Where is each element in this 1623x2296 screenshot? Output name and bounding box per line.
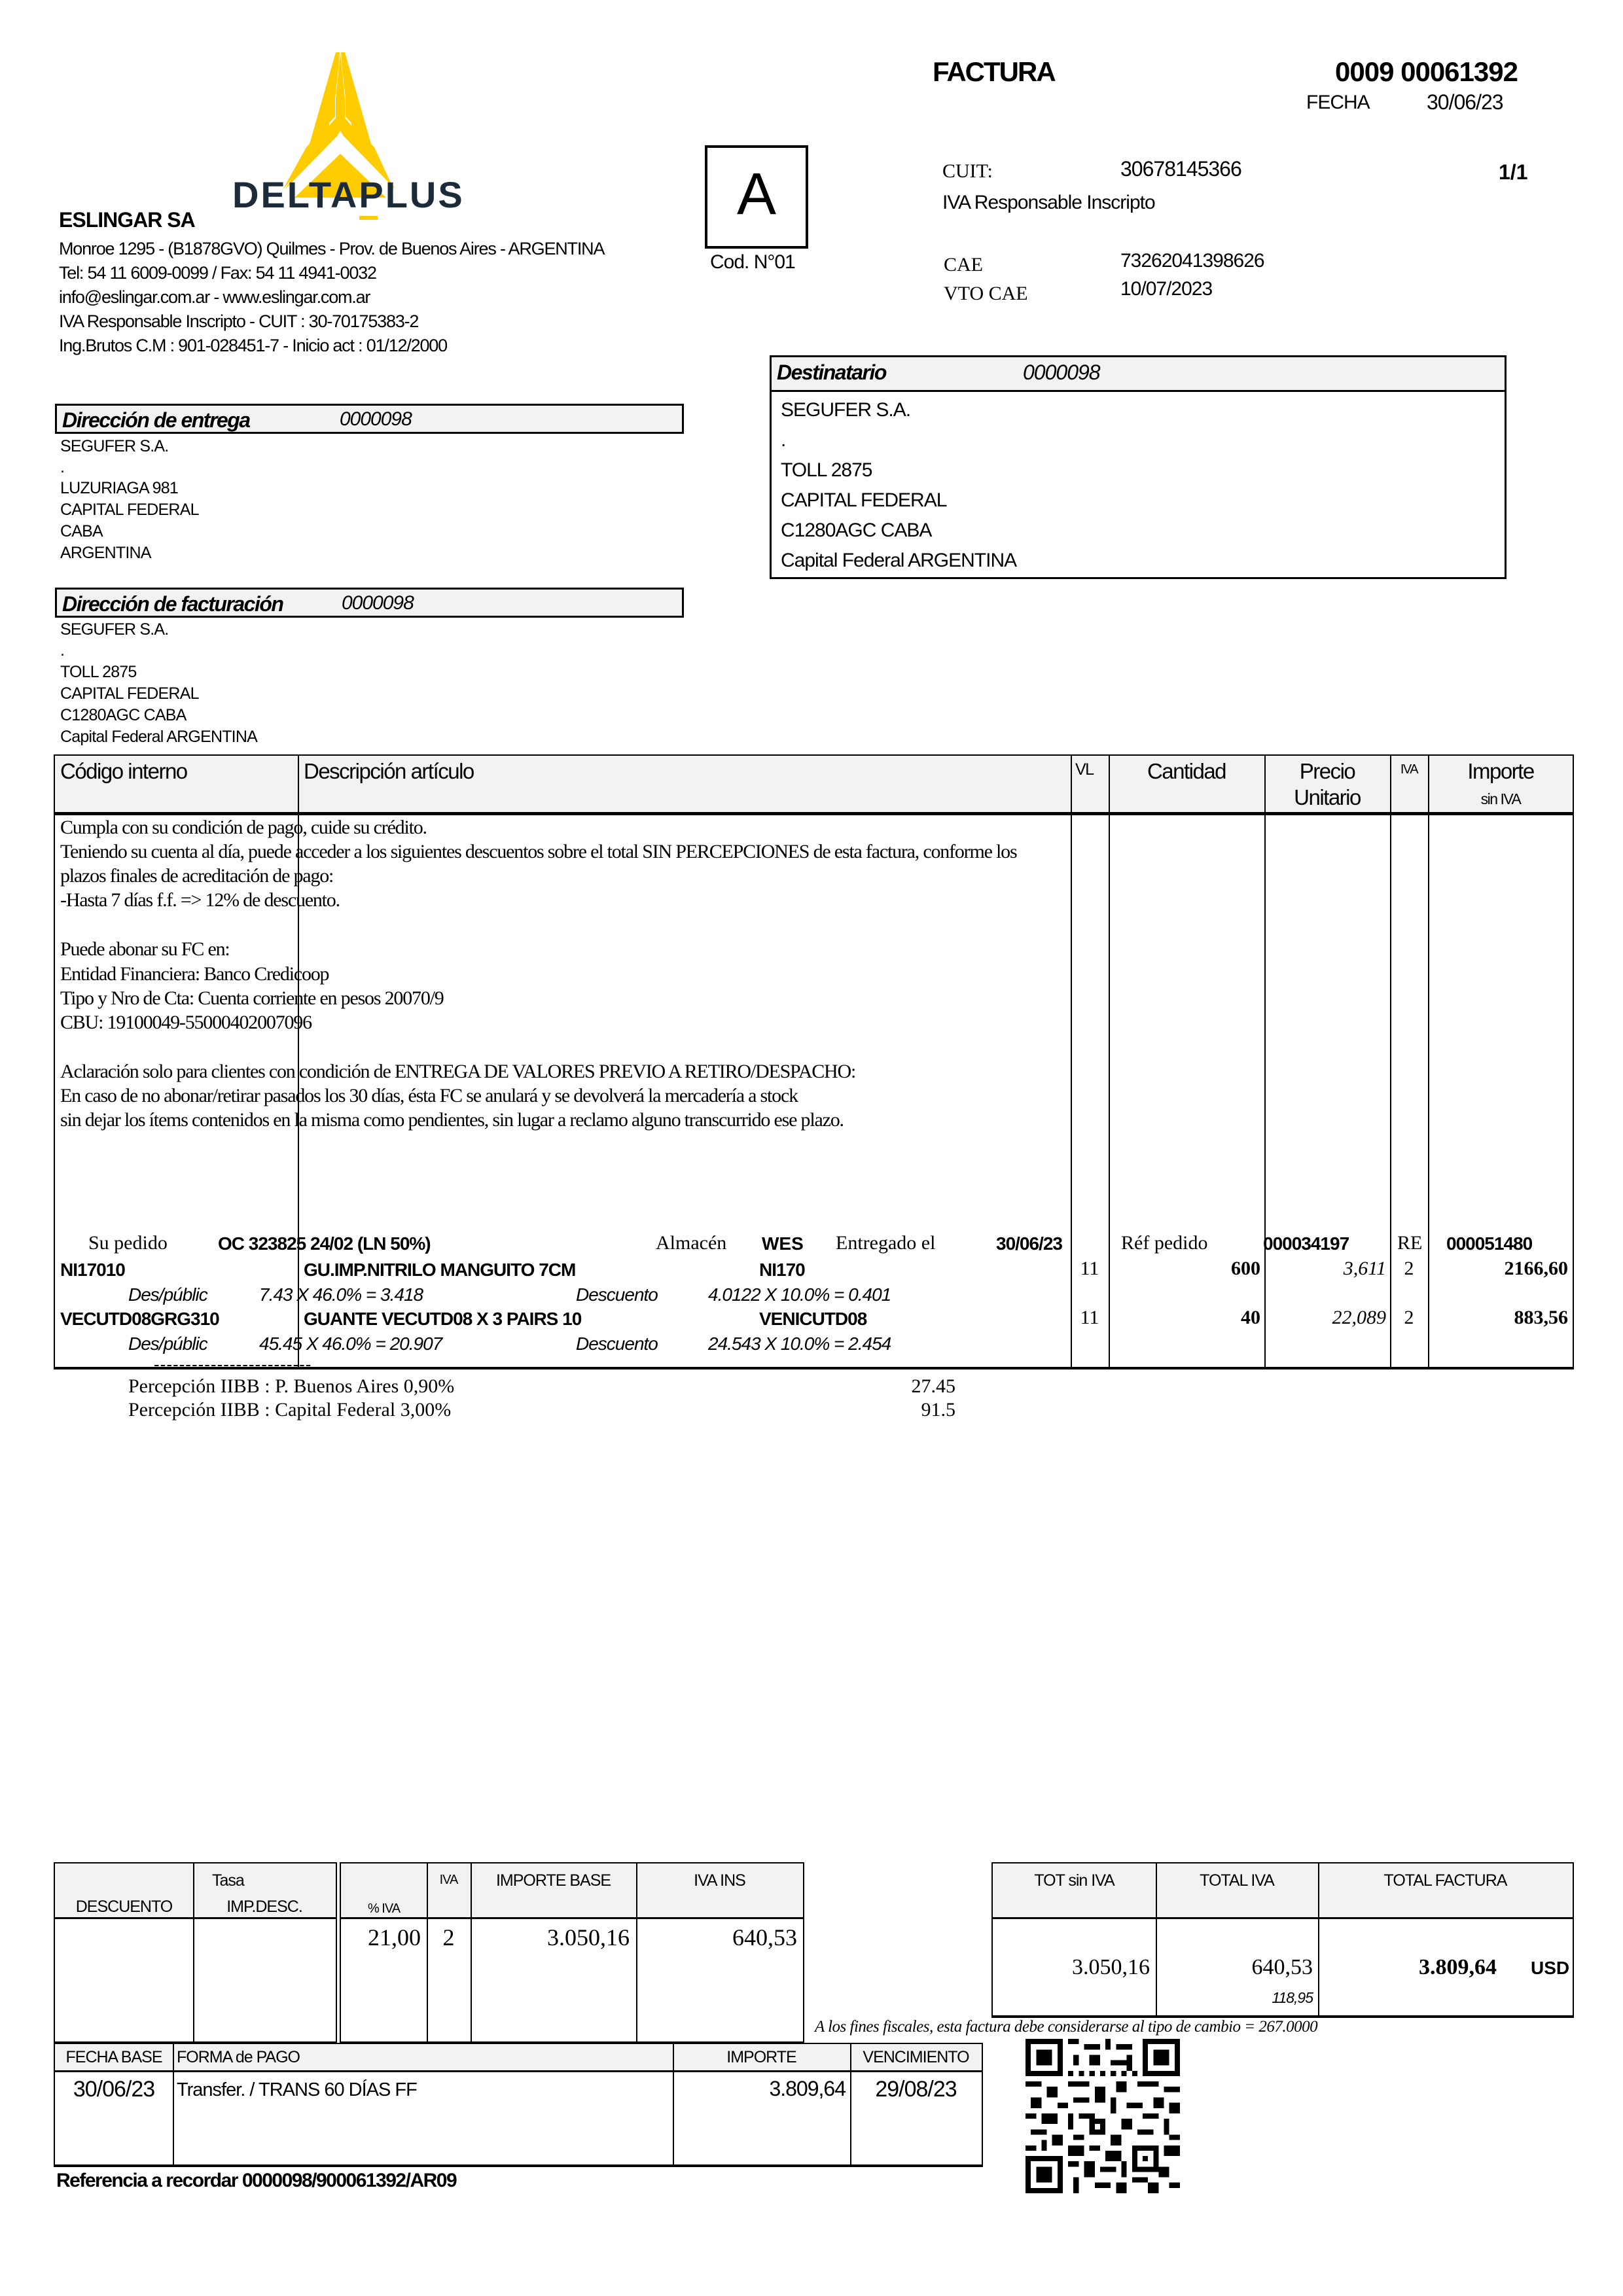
delivery-line-3: LUZURIAGA 981: [60, 479, 178, 497]
item-vl: 11: [1080, 1258, 1099, 1279]
item-amount: 883,56: [1514, 1307, 1568, 1328]
recipient-code: 0000098: [1023, 361, 1100, 384]
col-header-quantity: Cantidad: [1147, 759, 1226, 783]
recipient-line-4: CAPITAL FEDERAL: [781, 489, 947, 511]
note-line: En caso de no abonar/retirar pasados los 30 días, ésta FC se anulará y se devolverá la mercadería a stock: [60, 1085, 798, 1106]
item-des-label: Des/públic: [128, 1333, 207, 1354]
company-iva-cuit: IVA Responsable Inscripto - CUIT : 30-70175383-2: [59, 311, 419, 331]
item-code: VECUTD08GRG310: [60, 1309, 219, 1329]
vto-cae-label: VTO CAE: [944, 283, 1028, 304]
billing-address-header: [55, 588, 684, 618]
note-line: Entidad Financiera: Banco Credicoop: [60, 963, 329, 985]
note-line: Teniendo su cuenta al día, puede acceder a los siguientes descuentos sobre el total SIN PERCEPCIONES de esta factura, conforme los: [60, 841, 1017, 862]
cae-label: CAE: [944, 254, 983, 275]
iva-condition: IVA Responsable Inscripto: [942, 192, 1155, 213]
payment-date-value: 30/06/23: [73, 2077, 155, 2102]
item-code: NI17010: [60, 1260, 125, 1280]
recipient-line-3: TOLL 2875: [781, 459, 872, 481]
billing-address-title: Dirección de facturación: [62, 592, 283, 616]
billing-line-2: .: [60, 641, 65, 660]
item-discount-label: Descuento: [576, 1333, 658, 1354]
cae-value: 73262041398626: [1120, 250, 1264, 272]
item-des-calc: 7.43 X 46.0% = 3.418: [259, 1284, 423, 1305]
recipient-box: [770, 355, 1507, 579]
item-iva: 2: [1404, 1307, 1414, 1328]
iva-value: 2: [442, 1924, 455, 1951]
payment-due-value: 29/08/23: [875, 2077, 957, 2102]
note-line: CBU: 19100049-55000402007096: [60, 1012, 312, 1033]
payment-method-header: FORMA de PAGO: [177, 2048, 300, 2066]
item-discount-calc: 4.0122 X 10.0% = 0.401: [708, 1284, 891, 1305]
delivery-line-6: ARGENTINA: [60, 544, 151, 562]
item-unit-price: 3,611: [1343, 1258, 1386, 1279]
cuit-label: CUIT:: [942, 160, 993, 182]
perception-label: Percepción IIBB : P. Buenos Aires 0,90%: [128, 1375, 455, 1397]
col-header-unit-price: Precio: [1299, 759, 1355, 783]
note-line: Aclaración solo para clientes con condición de ENTREGA DE VALORES PREVIO A RETIRO/DESPACHO:: [60, 1061, 856, 1082]
col-header-unit-price-2: Unitario: [1294, 785, 1361, 809]
discount-table: [54, 1862, 337, 2044]
billing-address-code: 0000098: [342, 592, 414, 614]
item-description: GUANTE VECUTD08 X 3 PAIRS 10: [304, 1309, 582, 1329]
base-col-header: IMPORTE BASE: [495, 1871, 611, 1890]
delivery-address-code: 0000098: [340, 408, 412, 430]
recipient-line-1: SEGUFER S.A.: [781, 399, 911, 421]
total-iva-value: 640,53: [1251, 1955, 1313, 1979]
delivered-label: Entregado el: [836, 1232, 936, 1254]
perception-value: 91.5: [921, 1399, 955, 1421]
delivery-address-header: [55, 404, 684, 434]
iva-pct-col-header: % IVA: [367, 1901, 401, 1916]
item-unit-price: 22,089: [1332, 1307, 1386, 1328]
company-address: Monroe 1295 - (B1878GVO) Quilmes - Prov. de Buenos Aires - ARGENTINA: [59, 239, 605, 258]
iva-col-header: IVA: [439, 1873, 458, 1887]
company-name: ESLINGAR SA: [59, 208, 195, 232]
item-vl: 11: [1080, 1307, 1099, 1328]
payment-reference: Referencia a recordar 0000098/900061392/AR09: [56, 2170, 457, 2191]
currency: USD: [1531, 1958, 1570, 1978]
discount-col-header: DESCUENTO: [75, 1898, 173, 1916]
note-line: Puede abonar su FC en:: [60, 938, 230, 960]
date-label: FECHA: [1306, 92, 1370, 113]
note-line: sin dejar los ítems contenidos en la misma como pendientes, sin lugar a reclamo alguno transcurrido ese plazo.: [60, 1109, 844, 1131]
item-description: GU.IMP.NITRILO MANGUITO 7CM: [304, 1260, 576, 1280]
total-invoice-value: 3.809,64: [1419, 1955, 1497, 1979]
col-header-iva: IVA: [1400, 762, 1418, 777]
delivery-address-title: Dirección de entrega: [62, 408, 250, 432]
date-value: 30/06/23: [1427, 90, 1503, 114]
col-header-amount-2: sin IVA: [1480, 790, 1521, 807]
total-invoice-header: TOTAL FACTURA: [1383, 1871, 1507, 1890]
delivery-line-4: CAPITAL FEDERAL: [60, 501, 199, 519]
col-header-vl: VL: [1075, 760, 1094, 779]
recipient-line-6: Capital Federal ARGENTINA: [781, 550, 1017, 571]
delivery-line-2: .: [60, 458, 65, 476]
payment-method-value: Transfer. / TRANS 60 DÍAS FF: [177, 2079, 417, 2100]
rate-col-header: Tasa: [212, 1871, 244, 1890]
billing-line-5: C1280AGC CABA: [60, 706, 187, 724]
total-sin-iva-value: 3.050,16: [1072, 1955, 1150, 1979]
recipient-title: Destinatario: [777, 361, 886, 384]
note-line: Cumpla con su condición de pago, cuide su crédito.: [60, 817, 427, 838]
iva-pct-value: 21,00: [368, 1924, 421, 1951]
billing-line-6: Capital Federal ARGENTINA: [60, 728, 257, 746]
perception-label: Percepción IIBB : Capital Federal 3,00%: [128, 1399, 452, 1421]
note-line: -Hasta 7 días f.f. => 12% de descuento.: [60, 889, 340, 911]
recipient-header: [772, 357, 1505, 392]
delivery-line-5: CABA: [60, 522, 103, 540]
exchange-rate-note: A los fines fiscales, esta factura debe considerarse al tipo de cambio = 267.0000: [815, 2018, 1318, 2036]
cuit-value: 30678145366: [1120, 157, 1241, 181]
recipient-line-2: .: [781, 429, 786, 451]
payment-table: [54, 2043, 983, 2167]
deltaplus-wordmark: DELTAPLUS: [232, 174, 465, 215]
item-discount-calc: 24.543 X 10.0% = 2.454: [708, 1333, 891, 1354]
re-label: RE: [1397, 1232, 1423, 1254]
base-value: 3.050,16: [547, 1924, 630, 1951]
item-amount: 2166,60: [1504, 1258, 1568, 1279]
invoice-letter: A: [736, 162, 777, 227]
perception-value: 27.45: [911, 1375, 955, 1397]
item-discount-label: Descuento: [576, 1284, 658, 1305]
payment-amount-value: 3.809,64: [769, 2077, 846, 2100]
items-header-divider: [54, 812, 1574, 815]
item-des-label: Des/públic: [128, 1284, 207, 1305]
qr-code-icon: [1026, 2039, 1180, 2193]
payment-date-header: FECHA BASE: [65, 2048, 162, 2066]
billing-line-3: TOLL 2875: [60, 663, 137, 681]
note-line: Tipo y Nro de Cta: Cuenta corriente en pesos 20070/9: [60, 987, 444, 1009]
item-des-calc: 45.45 X 46.0% = 20.907: [259, 1333, 442, 1354]
iva-ins-value: 640,53: [732, 1924, 797, 1951]
total-iva-header: TOTAL IVA: [1200, 1871, 1274, 1890]
col-header-description: Descripción artículo: [304, 759, 474, 783]
vto-cae-value: 10/07/2023: [1120, 278, 1213, 300]
invoice-number: 0009 00061392: [1335, 56, 1518, 87]
logo-underline: [359, 216, 378, 220]
item-quantity: 600: [1231, 1258, 1260, 1279]
delivery-line-1: SEGUFER S.A.: [60, 437, 169, 455]
page-number: 1/1: [1499, 160, 1528, 184]
warehouse-value: WES: [762, 1233, 804, 1254]
order-ref-label: Réf pedido: [1121, 1232, 1208, 1254]
billing-line-4: CAPITAL FEDERAL: [60, 684, 199, 703]
payment-amount-header: IMPORTE: [726, 2048, 796, 2066]
item-quantity: 40: [1241, 1307, 1260, 1328]
order-ref-value: 000034197: [1263, 1233, 1349, 1254]
item-ref: NI170: [759, 1260, 805, 1280]
order-label: Su pedido: [88, 1232, 168, 1254]
invoice-letter-box: [705, 145, 808, 249]
order-value: OC 323825 24/02 (LN 50%): [218, 1233, 431, 1254]
totals-table: [991, 1862, 1574, 2018]
document-title: FACTURA: [933, 56, 1055, 87]
iva-ins-col-header: IVA INS: [694, 1871, 745, 1890]
warehouse-label: Almacén: [656, 1232, 727, 1254]
iva-table: [340, 1862, 804, 2044]
col-header-amount: Importe: [1467, 759, 1534, 783]
invoice-code: Cod. N°01: [710, 251, 795, 273]
perceptions-total-value: 118,95: [1272, 1989, 1313, 2006]
rate-col-header-2: IMP.DESC.: [226, 1898, 302, 1916]
re-value: 000051480: [1446, 1233, 1533, 1254]
company-phone: Tel: 54 11 6009-0099 / Fax: 54 11 4941-0032: [59, 263, 376, 283]
delivered-value: 30/06/23: [996, 1233, 1062, 1254]
recipient-line-5: C1280AGC CABA: [781, 520, 932, 541]
item-iva: 2: [1404, 1258, 1414, 1279]
company-iibb: Ing.Brutos C.M : 901-028451-7 - Inicio act : 01/12/2000: [59, 336, 447, 355]
payment-due-header: VENCIMIENTO: [863, 2048, 969, 2066]
total-sin-iva-header: TOT sin IVA: [1034, 1871, 1115, 1890]
company-email-web: info@eslingar.com.ar - www.eslingar.com.ar: [59, 287, 370, 307]
note-line: plazos finales de acreditación de pago:: [60, 865, 334, 887]
separator-line: -------------------------: [154, 1354, 312, 1374]
billing-line-1: SEGUFER S.A.: [60, 620, 169, 639]
col-header-code: Código interno: [60, 759, 187, 783]
item-ref: VENICUTD08: [759, 1309, 867, 1329]
